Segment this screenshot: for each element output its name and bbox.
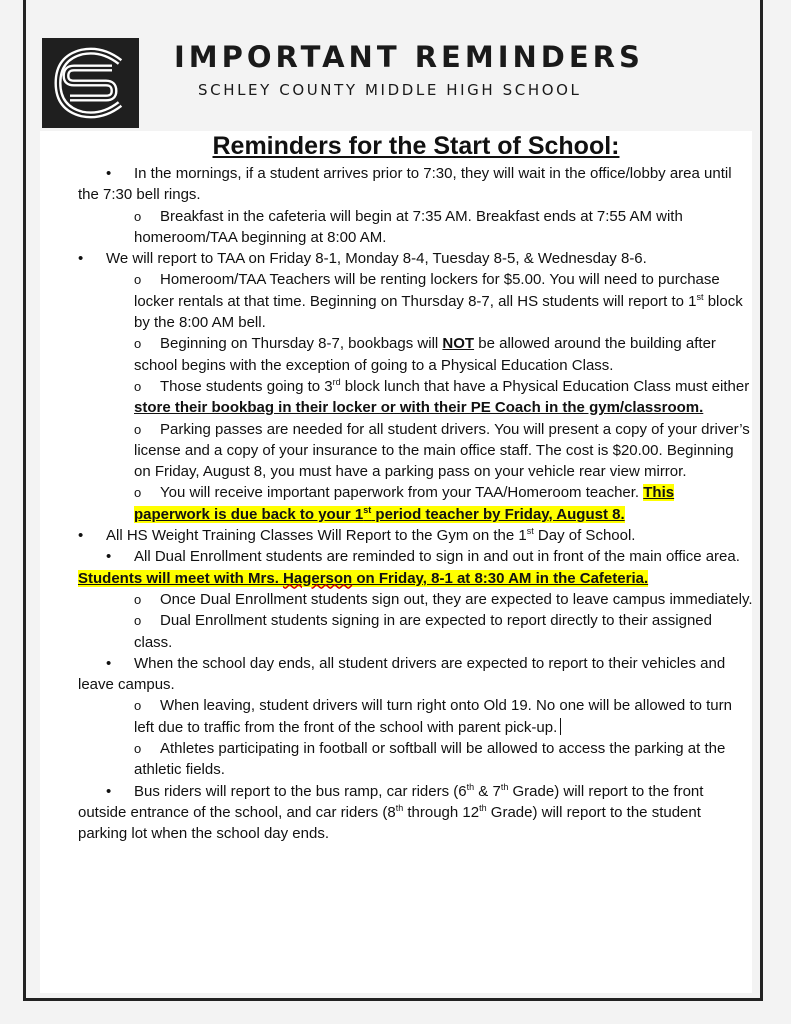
list-item: o Once Dual Enrollment students sign out, they are expected to leave campus immediately.: [78, 589, 754, 610]
document-content: [78, 133, 754, 845]
bullet-icon: •: [106, 782, 112, 800]
list-item: • We will report to TAA on Friday 8-1, Monday 8-4, Tuesday 8-5, & Wednesday 8-6.: [78, 248, 754, 269]
circle-bullet-icon: o: [134, 336, 142, 352]
list-item: o Those students going to 3rd block lunch that have a Physical Education Class must either store their bookbag in their locker or with their PE Coach in the gym/classroom.: [134, 376, 750, 417]
circle-bullet-icon: o: [134, 613, 142, 629]
list-item: • All HS Weight Training Classes Will Report to the Gym on the 1st Day of School.: [78, 525, 754, 546]
text-cursor[interactable]: [560, 718, 561, 735]
bullet-icon: •: [78, 527, 84, 545]
circle-bullet-icon: o: [134, 378, 142, 394]
bullet-icon: •: [78, 250, 84, 268]
bullet-icon: •: [106, 165, 112, 182]
bullet-icon: •: [106, 548, 112, 566]
highlighted-text: This paperwork is due back to your 1st period teacher by Friday, August 8.: [134, 484, 675, 523]
circle-bullet-icon: o: [134, 208, 142, 224]
list-item: o Breakfast in the cafeteria will begin at 7:35 AM. Breakfast ends at 7:55 AM with homeroom/TAA beginning at 8:00 AM.: [134, 207, 683, 246]
list-item: • When the school day ends, all student drivers are expected to report to their vehicles and leave campus.: [78, 654, 726, 694]
list-item: o Athletes participating in football or softball will be allowed to access the parking at the athletic fields.: [134, 740, 726, 779]
banner-subtitle: SCHLEY COUNTY MIDDLE HIGH SCHOOL: [198, 81, 582, 99]
highlighted-text: Students will meet with Mrs. Hagerson on Friday, 8-1 at 8:30 AM in the Cafeteria.: [78, 569, 649, 587]
bullet-icon: •: [106, 654, 112, 672]
list-item: o Parking passes are needed for all student drivers. You will present a copy of your driver’s license and a copy of your insurance to the main office staff. The cost is $20.00. Beginning on Friday, August 8, you must have a parking pass on your vehicle rear view mirror.: [134, 420, 750, 481]
circle-bullet-icon: o: [134, 421, 142, 437]
list-item: o Homeroom/TAA Teachers will be renting lockers for $5.00. You will need to purchase locker rentals at that time. Beginning on Thursday 8-7, all HS students will report to 1st block by the 8:00 AM bell.: [134, 271, 743, 332]
list-item: • Bus riders will report to the bus ramp, car riders (6th & 7th Grade) will report to the front outside entrance of the school, and car riders (8th through 12th Grade) will report to the student parking lot when the school day ends.: [78, 781, 704, 843]
circle-bullet-icon: o: [134, 698, 142, 714]
list-item: o You will receive important paperwork from your TAA/Homeroom teacher. This paperwork is due back to your 1st period teacher by Friday, August 8.: [134, 484, 675, 523]
circle-bullet-icon: o: [134, 485, 142, 501]
circle-bullet-icon: o: [134, 741, 142, 757]
list-item: o When leaving, student drivers will turn right onto Old 19. No one will be allowed to turn left due to traffic from the front of the school with parent pick-up.: [134, 697, 732, 736]
document-title: Reminders for the Start of School:: [212, 132, 620, 160]
banner-title: IMPORTANT REMINDERS: [174, 40, 644, 74]
circle-bullet-icon: o: [134, 591, 142, 607]
list-item: • In the mornings, if a student arrives prior to 7:30, they will wait in the office/lobby area until the 7:30 bell rings.: [78, 165, 732, 204]
list-item: o Dual Enrollment students signing in are expected to report directly to their assigned class.: [134, 612, 712, 651]
school-logo-sc-icon: [42, 38, 139, 128]
list-item: o Beginning on Thursday 8-7, bookbags will NOT be allowed around the building after school begins with the exception of going to a Physical Education Class.: [134, 335, 716, 374]
circle-bullet-icon: o: [134, 272, 142, 288]
list-item: • All Dual Enrollment students are reminded to sign in and out in front of the main office area. Students will meet with Mrs. Hagerson on Friday, 8-1 at 8:30 AM in the Cafeteria.: [78, 548, 740, 587]
